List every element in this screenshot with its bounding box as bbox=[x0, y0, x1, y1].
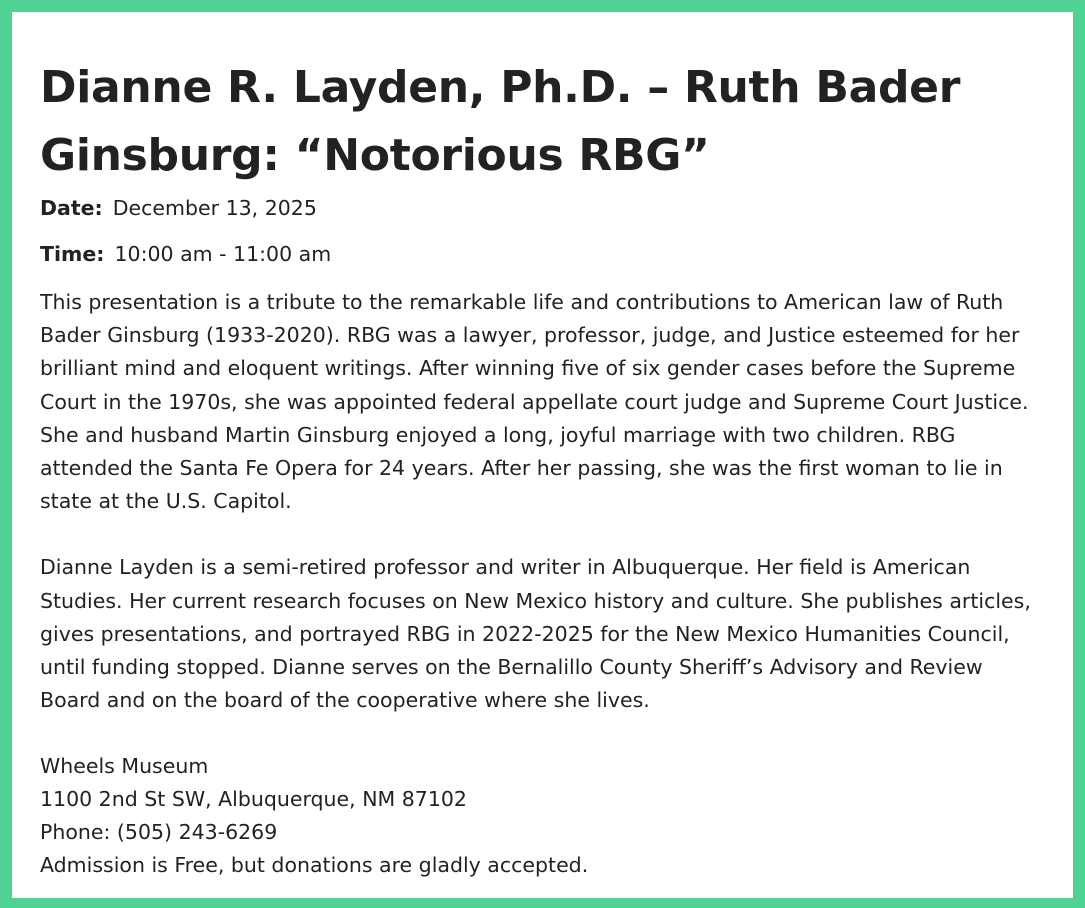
venue-phone: Phone: (505) 243-6269 bbox=[40, 820, 278, 845]
time-value: 10:00 am - 11:00 am bbox=[114, 242, 332, 266]
event-title: Dianne R. Layden, Ph.D. – Ruth Bader Ginsburg: “Notorious RBG” bbox=[40, 62, 961, 181]
date-value: December 13, 2025 bbox=[112, 196, 317, 220]
admission-note: Admission is Free, but donations are gladly accepted. bbox=[40, 853, 589, 878]
venue-info bbox=[40, 750, 1045, 882]
date-label: Date: bbox=[40, 196, 103, 220]
venue-name: Wheels Museum bbox=[40, 754, 209, 779]
event-time-row bbox=[40, 240, 1045, 268]
venue-address: 1100 2nd St SW, Albuquerque, NM 87102 bbox=[40, 787, 467, 812]
event-description: This presentation is a tribute to the remarkable life and contributions to American law of Ruth Bader Ginsburg (1933-2020). RBG was a lawyer, professor, judge, and Justice esteemed for her brilliant mind and eloquent writings. After winning five of six gender cases before the Supreme Court in the 1970s, she was appointed federal appellate court judge and Supreme Court Justice. She and husband Martin Ginsburg enjoyed a long, joyful marriage with two children. RBG attended the Santa Fe Opera for 24 years. After her passing, she was the first woman to lie in state at the U.S. Capitol. bbox=[40, 290, 1029, 514]
speaker-bio: Dianne Layden is a semi-retired professor and writer in Albuquerque. Her field is American Studies. Her current research focuses on New Mexico history and culture. She publishes articles, gives presentations, and portrayed RBG in 2022-2025 for the New Mexico Humanities Council, until funding stopped. Dianne serves on the Bernalillo County Sheriff’s Advisory and Review Board and on the board of the cooperative where she lives. bbox=[40, 555, 1031, 713]
event-card bbox=[12, 12, 1073, 898]
event-date-row bbox=[40, 194, 1045, 222]
time-label: Time: bbox=[40, 242, 105, 266]
